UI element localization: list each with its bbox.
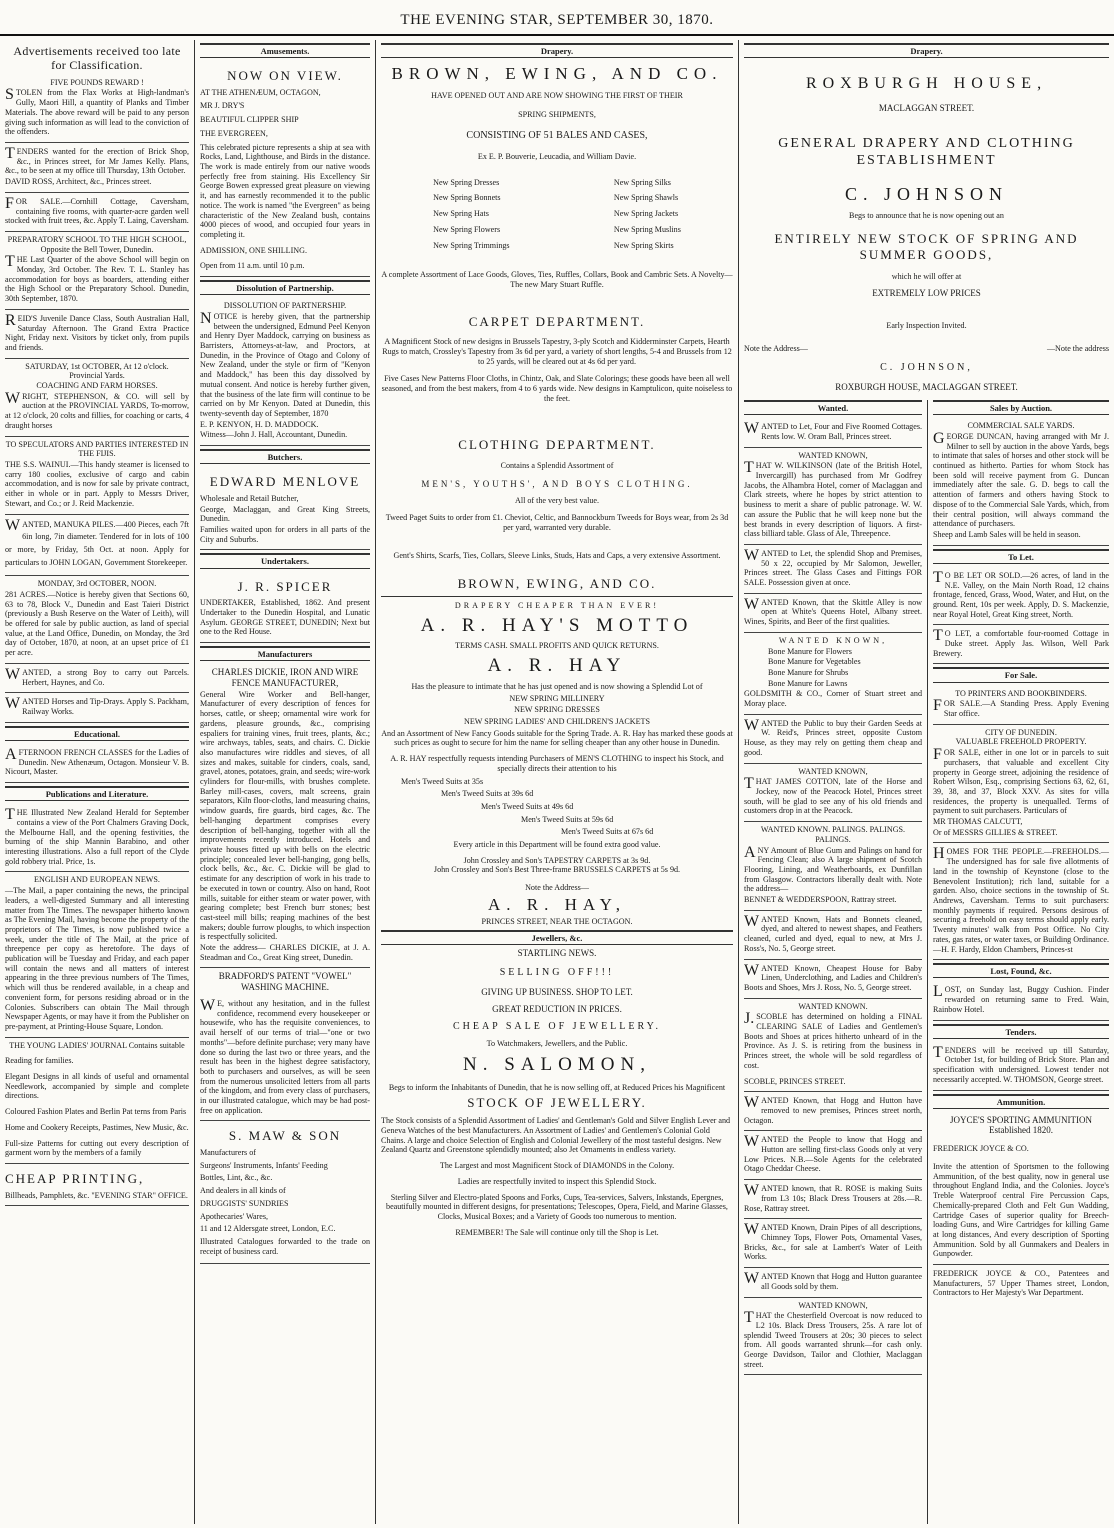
column-3 xyxy=(376,40,738,1524)
ad-body: ANY Amount of Blue Gum and Palings on hand for Fencing Clean; also A large shipment of Scotch Flooring, Lining, and Weatherboards, ex Dunfillan from Glasgow. Contractors liberally dealt with. Note the address— xyxy=(744,843,922,894)
ad-body: TO BE LET OR SOLD.—26 acres, of land in the N.E. Valley, on the Main North Road, 12 chains frontage, fenced, Grass, Wood, Water, and Hut, on the ground. Rent, 10s per week. Apply, D. S. Mackenzie, near Royal Hotel, Great King street, North. xyxy=(933,568,1109,619)
carpet-heading: CARPET DEPARTMENT. xyxy=(468,313,646,329)
ad-wanted xyxy=(744,764,922,823)
ad-line: John Crossley and Son's Best Three-frame BRUSSELS CARPETS at 5s 9d. xyxy=(433,865,681,875)
ad-dickie xyxy=(200,664,370,968)
ad-journal xyxy=(5,1038,189,1164)
list-item: New Spring Flowers xyxy=(433,224,501,234)
ad-property xyxy=(933,725,1109,844)
list-item: New Spring Skirts xyxy=(613,240,674,250)
section-auction: Sales by Auction. xyxy=(933,400,1109,415)
ad-wanted xyxy=(744,999,922,1093)
ad-body: Tweed Paget Suits to order from £1. Cheviot, Celtic, and Bannockburn Tweeds for Boys wear, from 2s 3d per yard, warranted very durable. xyxy=(385,513,729,532)
ad-body: Gent's Shirts, Scarfs, Ties, Collars, Sleeve Links, Studs, Hats and Caps, a very extensive Assortment. xyxy=(393,550,721,560)
ad-heading: PREPARATORY SCHOOL TO THE HIGH SCHOOL, Opposite the Bell Tower, Dunedin. xyxy=(7,234,187,254)
ad-line: SELLING OFF!!! xyxy=(499,966,615,978)
ad-homes xyxy=(933,843,1109,960)
ad-heading: SATURDAY, 1st OCTOBER, At 12 o'clock. xyxy=(25,361,169,371)
ad-heading: JOYCE'S SPORTING AMMUNITION Established 1820. xyxy=(949,1114,1093,1136)
list-item: Bone Manure for Flowers xyxy=(768,646,852,656)
ad-body: WANTED the People to know that Hogg and Hutton are selling first-class Goods only at very Low Prices. N.B.—Sole Agents for the celebrated Otago Cheddar Cheese. xyxy=(744,1133,922,1174)
ad-line: Open from 11 a.m. until 10 p.m. xyxy=(200,261,305,271)
general-heading: GENERAL DRAPERY AND CLOTHING ESTABLISHMENT xyxy=(778,136,1075,168)
ad-body: REID'S Juvenile Dance Class, South Australian Hall, Saturday Afternoon. The Grand Extra Practice Night, Friday next. Visitors by ticket only, from pupils and friends. xyxy=(5,311,189,352)
list-item: New Spring Bonnets xyxy=(433,193,501,203)
ad-line: THE EVERGREEN, xyxy=(200,128,268,138)
ad-body: A Magnificent Stock of new designs in Brussels Tapestry, 3-ply Scotch and Kidderminster Carpets, Hearth Rugs to match, Crossley's Tapestry from 3s 6d per yard, a variety of short lengths, 5-4 and Brussels from 12 to 25 yards, will be cleared out at 4s 6d per yard. xyxy=(382,337,732,366)
ad-signature: FREDERICK JOYCE & CO., Patentees and Manufacturers, 57 Upper Thames street, London, Contractors to Her Majesty's War Department. xyxy=(933,1269,1109,1298)
roxburgh-heading: ROXBURGH HOUSE, xyxy=(805,75,1048,93)
ad-body: Invite the attention of Sportsmen to the following Ammunition, of the best quality, now in general use throughout England India, and the Colonies. Joyce's Treble Waterproof central Fire Percussion Caps, Chemically-prepared Cloth and Felt Gun Wadding, Cartridge Cases of superior quality for Breech-loading Guns, and Wire Cartridges for killing Game at long distances, And every description of Sporting Ammunition. Sold by all Gunmakers and Dealers in Gunpowder. xyxy=(933,1161,1109,1259)
ad-body: Sterling Silver and Electro-plated Spoons and Forks, Cups, Tea-services, Salvers, Inkstands, Epergnes, beautifully mounted in different designs, for presentations; Telescopes, Opera, Field, and Marine Glasses, Clocks, Musical Boxes; and a Variety of Goods too numerous to mention. xyxy=(386,1192,728,1221)
ad-body: Billheads, Pamphlets, &c. "EVENING STAR" OFFICE. xyxy=(5,1190,188,1200)
ad-body: TENDERS wanted for the erection of Brick Shop, &c., in Princes street, for Mr James Kelly. Plans, &c., to be seen at my office till Thursday, 13th October. xyxy=(5,145,189,176)
ad-line: The Largest and most Magnificent Stock of DIAMONDS in the Colony. xyxy=(439,1161,675,1171)
section-educational: Educational. xyxy=(5,726,189,741)
ad-body: GEORGE DUNCAN, having arranged with Mr J. Milner to sell by auction in the above Yards, begs to intimate that sales of horses and other stock will be continued as hitherto. Parties for whom Stock has been sold will receive payment from G. Duncan immediately after the sale. G. D. begs to call the attention of farmers and others having Stock to dispose of to the Commercial Sale Yards, which, from their central position, will always command the attendance of purchasers. xyxy=(933,429,1109,529)
ad-heading: CITY OF DUNEDIN. xyxy=(985,727,1057,737)
ad-wanted xyxy=(744,1180,922,1219)
ad-heading: COACHING AND FARM HORSES. xyxy=(36,381,158,391)
ad-evergreen xyxy=(200,61,370,277)
ad-line: 11 and 12 Aldersgate street, London, E.C. xyxy=(200,1224,336,1234)
ad-joyce-sig xyxy=(933,1265,1109,1303)
ad-wanted xyxy=(744,1268,922,1297)
ad-herald xyxy=(5,804,189,872)
ad-body: WANTED to Let, Four and Five Roomed Cottages. Rents low. W. Oram Ball, Princes street. xyxy=(744,420,922,441)
list-item: Bone Manure for Lawns xyxy=(768,678,848,688)
ad-wanted xyxy=(744,822,922,911)
ad-to-let xyxy=(933,567,1109,626)
ad-wanted xyxy=(744,545,922,594)
ad-heading: CHEAP PRINTING, xyxy=(5,1170,145,1186)
ad-joyce xyxy=(933,1112,1109,1265)
ad-body: WANTED, a strong Boy to carry out Parcels. Herbert, Haynes, and Co. xyxy=(5,665,189,687)
ad-body: THAT W. WILKINSON (late of the British Hotel, Invercargill) has purchased from Mr Godfrey Jacobs, the Alhambra Hotel, corner of Maclaggan and Clark streets, where he hopes by strict attention to business to merit a share of public patronage. W. W. can assure the Public that he will keep none but the best brands in every description of liquors. A first-class billiard table. Glass of Ale, Threepence. xyxy=(744,459,922,539)
suit-item: Men's Tweed Suits at 39s 6d xyxy=(441,789,534,799)
ad-subheading: Provincial Yards. xyxy=(69,371,125,381)
note-right: —Note the address xyxy=(1046,344,1109,354)
ad-line: NEW SPRING DRESSES xyxy=(514,705,600,715)
journal-item: Reading for families. xyxy=(5,1056,74,1066)
suit-item: Men's Tweed Suits at 49s 6d xyxy=(481,801,574,811)
ad-line: STARTLING NEWS. xyxy=(517,948,597,959)
list-item: New Spring Hats xyxy=(433,209,489,219)
ad-body: A. R. HAY respectfully requests intending Purchasers of MEN'S CLOTHING to inspect his Stock, and specially directs their attention to his xyxy=(390,754,724,773)
brown-ewing-heading: BROWN, EWING, AND CO. xyxy=(391,64,723,84)
ad-line: GIVING UP BUSINESS. SHOP TO LET. xyxy=(481,986,633,997)
section-wanted: Wanted. xyxy=(744,400,922,415)
ad-line: John Crossley and Son's TAPESTRY CARPETS at 3s 9d. xyxy=(463,855,651,865)
ad-line: CONSISTING OF 51 BALES AND CASES, xyxy=(466,129,648,141)
ad-wanted xyxy=(744,418,922,447)
journal-item: Coloured Fashion Plates and Berlin Pat terns from Paris xyxy=(5,1107,187,1117)
ad-body: AFTERNOON FRENCH CLASSES for the Ladies of Dunedin. New Athenæum, Octagon. Monsieur V. B. Nicourt, Master. xyxy=(5,745,189,777)
ad-body: Has the pleasure to intimate that he has just opened and is now showing a Splendid Lot of xyxy=(411,681,703,691)
ad-heading: S. MAW & SON xyxy=(228,1128,342,1144)
ad-body: WANTED Horses and Tip-Drays. Apply S. Packham, Railway Works. xyxy=(5,695,189,716)
ad-wanted xyxy=(744,448,922,545)
ad-line: And dealers in all kinds of xyxy=(200,1186,286,1196)
ad-heading: THE YOUNG LADIES' JOURNAL Contains suitable xyxy=(9,1040,185,1050)
ad-body: STOLEN from the Flax Works at High-landman's Gully, Maori Hill, a quantity of Planks and Timber Materials. The above reward will be paid to any person giving such information as will lead to the conviction of the offenders. xyxy=(5,86,189,137)
ad-wanted xyxy=(744,1298,922,1376)
ad-line: REMEMBER! The Sale will continue only till the Shop is Let. xyxy=(455,1227,659,1237)
ad-wanted xyxy=(744,960,922,999)
salomon-heading: N. SALOMON, xyxy=(463,1054,651,1076)
ad-bradford xyxy=(200,968,370,1121)
hay-motto-heading: A. R. HAY'S MOTTO xyxy=(420,614,694,636)
ad-body: LOST, on Sunday last, Buggy Cushion. Finder rewarded on returning same to Fred. Wain, Rainbow Hotel. xyxy=(933,983,1109,1014)
ad-body: WANTED known, that R. ROSE is making Suits from L3 10s; Black Dress Trousers at 28s.—R. Rose, Rattray street. xyxy=(744,1182,922,1213)
ad-wanted xyxy=(744,1219,922,1268)
ad-line: NEW SPRING MILLINERY xyxy=(509,693,605,703)
ad-line: George, Maclaggan, and Great King Streets, Dunedin. xyxy=(200,504,370,524)
section-drapery: Drapery. xyxy=(381,43,733,58)
column-wanted xyxy=(739,400,927,1524)
ad-body: FOR SALE.—A Standing Press. Apply Evening Star office. xyxy=(933,697,1109,719)
ad-signature: E. P. KENYON, H. D. MADDOCK. xyxy=(200,419,319,429)
ad-body: WANTED Known, Drain Pipes of all descriptions, Chimney Tops, Flower Pots, Ornamental Vases, Bricks, &c., for sale at Lambert's Water of Leith Works. xyxy=(744,1221,922,1262)
brown-ewing-footer: BROWN, EWING, AND CO. xyxy=(457,576,657,592)
ad-land xyxy=(5,576,189,664)
ad-heading: NOW ON VIEW. xyxy=(227,68,343,84)
spring-list-left xyxy=(433,172,509,257)
section-butchers: Butchers. xyxy=(200,449,370,464)
ad-lost xyxy=(933,981,1109,1020)
spring-lists xyxy=(381,172,733,257)
ad-horses xyxy=(5,359,189,437)
ad-line: To Watchmakers, Jewellers, and the Public. xyxy=(486,1038,628,1048)
ad-for-sale xyxy=(5,193,189,232)
ad-menlove xyxy=(200,467,370,550)
ad-body: WANTED Known that Hogg and Hutton guarantee all Goods sold by them. xyxy=(744,1270,922,1291)
divider xyxy=(381,596,733,597)
journal-item: Full-size Patterns for cutting out every description of garment worn by the members of a family xyxy=(5,1138,189,1158)
ad-body: WANTED Known, that Hogg and Hutton have removed to new premises, Princes street north, Octagon. xyxy=(744,1094,922,1125)
ad-heading: TO PRINTERS AND BOOKBINDERS. xyxy=(955,688,1087,698)
list-item: New Spring Dresses xyxy=(433,177,500,187)
section-tenders: Tenders. xyxy=(933,1024,1109,1039)
section-dissolution: Dissolution of Partnership. xyxy=(200,280,370,295)
ad-body: J.SCOBLE has determined on holding a FINAL CLEARING SALE of Ladies and Gentlemen's Boots and Shoes at prices hitherto unheard of in the Province. As J. S. is retiring from the business in Princes street, the whole will be sold regardless of cost. xyxy=(744,1010,922,1070)
column-2 xyxy=(195,40,375,1524)
ad-heading: WANTED KNOWN, xyxy=(778,635,888,645)
ad-line: Begs to announce that he is now opening out an xyxy=(849,211,1004,221)
ad-wanted xyxy=(744,715,922,764)
suit-item: Men's Tweed Suits at 35s xyxy=(401,776,484,786)
ad-line: Surgeons' Instruments, Infants' Feeding xyxy=(200,1160,328,1170)
ad-body: WRIGHT, STEPHENSON, & CO. will sell by auction at the PROVINCIAL YARDS, To-morrow, at 12 o'clock, 20 colts and fillies, for coaching or carts, 4 draught horses xyxy=(5,389,189,430)
list-item: New Spring Shawls xyxy=(613,193,679,203)
ad-line: MR J. DRY'S xyxy=(200,101,245,111)
ad-to-let xyxy=(933,625,1109,664)
roxburgh-house-ad xyxy=(739,40,1114,398)
suit-item: Men's Tweed Suits at 59s 6d xyxy=(521,814,614,824)
spring-list-right xyxy=(614,172,681,257)
ad-wanted xyxy=(744,911,922,960)
ad-line: BEAUTIFUL CLIPPER SHIP xyxy=(200,115,299,125)
ad-body: —The Mail, a paper containing the news, the principal leaders, a well-digested Summary and all interesting matter from The Times. The newspaper hitherto known as The Evening Mail, having become the property of the proprietors of The Times, is now published twice a week, under the title of The Mail, at the price of threepence per copy as heretofore. The days of publication will be Tuesday and Friday, and each paper will contain the news and all matters of interest appearing in the three previous numbers of The Times, which will thus be rendered available, in a cheap and convenient form, for persons residing abroad or in the Colonies. Subscribers can obtain The Mail through Newspaper Agents, or may have it from the Publisher on pre-payment, at Printing-House Square, London. xyxy=(5,886,189,1031)
ad-news xyxy=(5,872,189,1037)
ad-line: MACLAGGAN STREET. xyxy=(878,103,975,114)
ad-signature: GOLDSMITH & CO., Corner of Stuart street and Moray place. xyxy=(744,689,922,709)
ad-body: WANTED to Let, the splendid Shop and Premises, 50 x 22, occupied by Mr Salomon, Jeweller, Princes street. The Glass Cases and Fittings FOR SALE. Possession given at once. xyxy=(744,546,922,588)
ad-heading: WANTED KNOWN. xyxy=(798,1001,868,1011)
section-ammunition: Ammunition. xyxy=(933,1094,1109,1109)
late-ads-title: Advertisements received too late for Classification. xyxy=(13,44,181,73)
ad-body: General Wire Worker and Bell-hanger, Manufacturer of every description of fences for horses, cattle, or sheep; ornamental wire work for gardens, pleasure grounds, &c., comprising espaliers for training vines, fruit trees, plants, &c.; wire archways, tables, seats, and chairs. C. Dickie also manufactures wire riddles and sieves, of all sizes and makes, suitable for cinders, coals, sand, gravel, atones, potatoes, grain, and seeds; wire-work cylinders for flour-mills, with brushes complete. Barley mill-cases, covers, malt screens, grain separators, Kiln floor-cloths, land measuring chains, window guards, fire guards, bird cages, &c. The bell-hanging department comprises every description of bell-hanging, together with all the improvements recently introduced. Hotels and private houses fitted up with bells on the electric principle; concealed lever bell-hanging, gong bells, clock bells, &c., &c. C. Dickie will be glad to estimate for any description of work in his trade to be executed in town or country. Also on hand, Root mills, suitable for either steam or water power, with gearing complete; best French burr stones; best cast-steel mill bills; reaping machines of the best makers; double furrow ploughs, to which inspection is respectfully solicited. xyxy=(200,689,370,942)
ad-body: Begs to inform the Inhabitants of Dunedin, that he is now selling off, at Reduced Prices his Magnificent xyxy=(388,1083,726,1093)
hay-address-heading: A. R. HAY, xyxy=(488,894,626,914)
ad-line: Illustrated Catalogues forwarded to the trade on receipt of business card. xyxy=(200,1236,370,1256)
ad-body: THE S.S. WAINUI.—This handy steamer is licensed to carry 180 coolies, exclusive of cargo and cabin accommodation, and is now for sale by private contract, either in whole or in part. Apply to Messrs Driver, Stewart, and Co.; or J. Reid Mackenzie. xyxy=(5,459,189,508)
ad-piles xyxy=(5,515,189,577)
ad-body: THE Illustrated New Zealand Herald for September contains a view of the Port Chalmers Graving Dock, the Melbourne Hall, and the opening festivities, the burning of the ship Mannin Barabino, and other interesting illustrations. Also a full report of the Clyde gold robbery trial. Price, 1s. xyxy=(5,806,189,866)
section-lost: Lost, Found, &c. xyxy=(933,963,1109,978)
note-left: Note the Address— xyxy=(744,344,808,354)
ad-body: WANTED Known, Cheapest House for Baby Linen, Underclothing, and Ladies and Children's Boots and Shoes, Mrs J. Ross, No. 5, George street. xyxy=(744,961,922,992)
ad-line: ADMISSION, ONE SHILLING. xyxy=(200,245,308,255)
ad-line: Note the Address— xyxy=(525,883,589,893)
ad-line: TERMS CASH. SMALL PROFITS AND QUICK RETURNS. xyxy=(455,641,659,651)
section-amusements: Amusements. xyxy=(200,43,370,58)
stock-heading: STOCK OF JEWELLERY. xyxy=(467,1094,647,1110)
ad-line: MEN'S, YOUTHS', AND BOYS CLOTHING. xyxy=(421,478,693,489)
ad-tender xyxy=(933,1042,1109,1091)
ad-body: FOR SALE.—Cornhill Cottage, Caversham, containing five rooms, with quarter-acre garden well stocked with fruit trees, &c. Apply T. Laing, Caversham. xyxy=(5,194,189,226)
ad-body: WANTED the Public to buy their Garden Seeds at W. Reid's, Princes street, opposite Custom House, as they may rely on getting them cheap and good. xyxy=(744,716,922,757)
hay-heading: A. R. HAY xyxy=(487,655,627,677)
ad-line: EXTREMELY LOW PRICES xyxy=(872,287,981,298)
ad-heading: VALUABLE FREEHOLD PROPERTY. xyxy=(955,737,1087,747)
journal-item: Home and Cookery Receipts, Pastimes, New Music, &c. xyxy=(5,1122,189,1132)
ad-line: Bottles, Lint, &c., &c. xyxy=(200,1173,273,1183)
ad-french xyxy=(5,744,189,783)
ad-body: Families waited upon for orders in all parts of the City and Suburbs. xyxy=(200,524,370,544)
list-item: New Spring Silks xyxy=(613,177,671,187)
journal-item: Elegant Designs in all kinds of useful and ornamental Needlework, accompanied by simple and complete directions. xyxy=(5,1072,189,1101)
ad-signature: Note the address— CHARLES DICKIE, at J. A. Steadman and Co., Great King street, Dunedin. xyxy=(200,943,370,962)
ad-line: Sheep and Lamb Sales will be held in season. xyxy=(933,529,1081,539)
ad-line: Ex E. P. Bouverie, Leucadia, and William Davie. xyxy=(477,151,637,161)
ad-body: FOR SALE, either in one lot or in parcels to suit purchasers, that valuable and excellent City property in George street, adjoining the residence of Robert Wilson, Esq., comprising Sections 63, 62, 61, 39, 38, and 37, Block XXV. As sites for villa residences, the property is unequalled. Terms of payment to suit purchasers. Particulars of xyxy=(933,746,1109,816)
ad-wanted xyxy=(744,633,922,715)
ad-wanted xyxy=(744,1092,922,1131)
section-manufacturers: Manufacturers xyxy=(200,646,370,661)
ad-heading: EDWARD MENLOVE xyxy=(209,474,361,490)
ad-body: HOMES FOR THE PEOPLE.—FREEHOLDS.—The undersigned has for sale five allotments of land in the township of Keynstone (close to the Benevolent Institution); rich land, suitable for a garden. Also, choice sections in the township of St. Andrews, Caversham. Terms to suit purchasers: monthly payments if required. Persons desirous of securing a freehold on easy terms should apply early. Twenty minutes' walk from Post Office. No City rates, gas rates, or water taxes, or Building Ordinance.—H. F. Hardy, Eldon Chambers, Princes-st xyxy=(933,845,1109,954)
ad-drays xyxy=(5,693,189,722)
ad-body: TO LET, a comfortable four-roomed Cottage in Duke street. Apply Jas. Wilson, Well Park Brewery. xyxy=(933,627,1109,658)
section-for-sale: For Sale. xyxy=(933,667,1109,682)
ad-heading: ENGLISH AND EUROPEAN NEWS. xyxy=(34,875,160,885)
ad-line: MR THOMAS CALCUTT, xyxy=(933,817,1023,827)
ad-body: A complete Assortment of Lace Goods, Gloves, Ties, Ruffles, Collars, Book and Cambric Sets. A Novelty—The new Mary Stuart Ruffle. xyxy=(381,270,733,289)
ad-line: Ladies are respectfully invited to inspect this Splendid Stock. xyxy=(457,1176,657,1186)
ad-heading: WANTED KNOWN. PALINGS. PALINGS. PALINGS. xyxy=(760,825,906,844)
ad-line: Or of MESSRS GILLIES & STREET. xyxy=(933,827,1058,837)
ad-signature: DAVID ROSS, Architect, &c., Princes street. xyxy=(5,177,152,187)
ad-body: UNDERTAKER, Established, 1862. And present Undertaker to the Dunedin Hospital, and Lunatic Asylum. GEORGE STREET, DUNEDIN; Next but one to the Red House. xyxy=(200,598,370,637)
section-drapery: Drapery. xyxy=(744,43,1109,58)
ad-body: WANTED Known, Hats and Bonnets cleaned, dyed, and altered to newest shapes, and Feathers cleaned, curled and dyed, equal to new, at Mrs J. Ross's, No. 5, George street. xyxy=(744,912,922,953)
ad-dance xyxy=(5,310,189,359)
ad-line: PRINCES STREET, NEAR THE OCTAGON. xyxy=(481,917,633,927)
ad-body: Five Cases New Patterns Floor Cloths, in Chintz, Oak, and Slate Colorings; these goods have been all well seasoned, and from the best makers, from 4 to 6 yards wide. New designs in Kamptulicon, quite noiseless to the feet. xyxy=(381,374,733,403)
ad-heading: WANTED KNOWN, xyxy=(798,1300,868,1310)
ad-line: GREAT REDUCTION IN PRICES. xyxy=(492,1003,622,1014)
ad-heading: WANTED KNOWN, xyxy=(798,450,868,460)
section-publications: Publications and Literature. xyxy=(5,786,189,801)
ad-body: NOTICE is hereby given, that the partnership between the undersigned, Edmund Peel Kenyon and Henry Dyer Maddock, carrying on business as Barristers, Attorneys-at-law, and Proctors, at Dunedin, in the Province of Otago and Colony of New Zealand, under the style or firm of "Kenyon and Maddock," has been this day dissolved by mutual consent. And notice is hereby further given, that the business of the late firm will continue to be carried on by Mr Kenyon. Dated at Dunedin, this twenty-seventh day of September, 1870 xyxy=(200,309,370,418)
masthead: THE EVENING STAR, SEPTEMBER 30, 1870. xyxy=(0,8,1114,36)
ad-body: WANTED Known, that the Skittle Alley is now open at White's Queens Hotel, Albany street. Wines, Spirits, and Beer of the first qualities. xyxy=(744,595,922,627)
ad-fiji xyxy=(5,437,189,515)
list-item: Bone Manure for Shrubs xyxy=(768,667,849,677)
ad-heading: J. R. SPICER xyxy=(237,578,333,594)
ad-maw xyxy=(200,1121,370,1264)
list-item: Bone Manure for Vegetables xyxy=(768,657,861,667)
ad-line: ROXBURGH HOUSE, MACLAGGAN STREET. xyxy=(835,382,1018,393)
ad-heading: BRADFORD'S PATENT "VOWEL" WASHING MACHINE. xyxy=(218,971,352,993)
ad-tenders xyxy=(5,143,189,193)
column-1 xyxy=(0,40,194,1524)
ad-heading: WANTED KNOWN, xyxy=(798,766,868,776)
entirely-heading: ENTIRELY NEW STOCK OF SPRING AND SUMMER GOODS, xyxy=(774,231,1079,262)
ad-line: C. JOHNSON, xyxy=(880,362,973,374)
note-address-row xyxy=(744,344,1109,354)
ad-body: The Stock consists of a Splendid Assortment of Ladies' and Gentleman's Gold and Silver English Lever and Geneva Watches of the best Manufacturers. An Assortment of Ladies' and Gentlemen's Colonial Gold Chains. A large and choice Selection of English and Colonial Jewellery of the most tasteful designs. New Zealand Quartz and Greenstone splendidly mounted; also Jet Ornaments in endless variety. xyxy=(381,1116,731,1155)
ad-witness: Witness—John J. Hall, Accountant, Dunedin. xyxy=(200,430,348,440)
ad-line: FREDERICK JOYCE & CO. xyxy=(933,1144,1029,1154)
ad-signature: BENNET & WEDDERSPOON, Rattray street. xyxy=(744,895,897,905)
ad-body: WANTED, MANUKA PILES.—400 Pieces, each 7ft 6in long, 7in diameter. Tendered for in lots of 100 or more, by Friday, 5th Oct. at noon. Apply for particulars to JOHN LOGAN, Government Storekeeper. xyxy=(5,516,189,568)
list-item: New Spring Jackets xyxy=(613,209,679,219)
ad-line: SPRING SHIPMENTS, xyxy=(518,110,596,120)
section-undertakers: Undertakers. xyxy=(200,553,370,568)
clothing-heading: CLOTHING DEPARTMENT. xyxy=(458,437,656,453)
ad-heading: COMMERCIAL SALE YARDS. xyxy=(967,421,1075,431)
ad-line: Wholesale and Retail Butcher, xyxy=(200,493,299,503)
ad-heading: DISSOLUTION OF PARTNERSHIP. xyxy=(223,301,347,311)
ad-line: All of the very best value. xyxy=(514,495,600,505)
ad-line: Every article in this Department will be found extra good value. xyxy=(453,840,661,850)
ad-line: Apothecaries' Wares, xyxy=(200,1211,269,1221)
ad-auction xyxy=(933,418,1109,545)
ad-body: THAT JAMES COTTON, late of the Horse and Jockey, now of the Peacock Hotel, Princes street south, will be glad to see any of his old friends and customers drop in at the Peacock. xyxy=(744,775,922,816)
ad-line: Early Inspection Invited. xyxy=(886,320,967,330)
suit-item: Men's Tweed Suits at 67s 6d xyxy=(561,827,654,837)
ad-school xyxy=(5,232,189,310)
ad-reward xyxy=(5,75,189,143)
section-jewellers: Jewellers, &c. xyxy=(381,930,733,945)
ad-line: which he will offer at xyxy=(891,272,962,282)
section-to-let: To Let. xyxy=(933,549,1109,564)
ad-body: THAT the Chesterfield Overcoat is now reduced to L2 10s. Black Dress Trousers, 25s. A rare lot of splendid Tweed Trousers at 20s; 30 pieces to select from. All goods warranted shrunk—for cash only. George Davidson, Tailor and Clothier, Maclaggan street. xyxy=(744,1309,922,1369)
ad-spicer xyxy=(200,572,370,643)
ad-body: TENDERS will be received up till Saturday, October 1st, for building of Brick Store. Plan and specification with undersigned. Lowest tender not necessarily accepted. W. THOMSON, George street. xyxy=(933,1043,1109,1084)
ad-heading: FIVE POUNDS REWARD ! xyxy=(50,77,144,87)
ad-heading: CHARLES DICKIE, IRON AND WIRE FENCE MANUFACTURER, xyxy=(211,667,359,688)
ad-line: NEW SPRING LADIES' AND CHILDREN'S JACKETS xyxy=(463,717,650,727)
column-sales xyxy=(928,400,1114,1524)
ad-line: AT THE ATHENÆUM, OCTAGON, xyxy=(200,87,321,97)
ad-heading: MONDAY, 3rd OCTOBER, NOON. xyxy=(37,579,157,589)
johnson-heading: C. JOHNSON xyxy=(844,183,1009,204)
ad-line: DRAPERY CHEAPER THAN EVER! xyxy=(454,600,660,610)
ad-body: And an Assortment of New Fancy Goods suitable for the Spring Trade. A. R. Hay has marked these goods at such prices as ought to secure for him the name for selling cheaper than any other house in Dunedin. xyxy=(381,728,733,748)
ad-printing xyxy=(5,1164,189,1206)
ad-line: HAVE OPENED OUT AND ARE NOW SHOWING THE FIRST OF THEIR xyxy=(431,90,683,100)
ad-press xyxy=(933,686,1109,725)
ad-body: 281 ACRES.—Notice is hereby given that Sections 60, 63 to 78, Block V., Dunedin and East Taieri District (previously a Bush Reserve on the Water of Leith), will be offered for sale by public auction, as land of special value, at the Land Office, Dunedin, on Monday, the 3rd day of October, 1870, at noon, at an upset price of £1 per acre. xyxy=(5,589,189,658)
ad-body: This celebrated picture represents a ship at sea with Rocks, Land, Lighthouse, and Birds in the distance. The work is made entirely from our native woods perfectly free from staining. His Excellency Sir George Bowen expressed great pleasure on viewing it, and has earnestly recommended it to the public notice. The work is named "the Evergreen" as being characteristic of the New Zealand bush, contains 4000 pieces of wood, and occupied four years in completing it. xyxy=(200,142,370,239)
ad-heading: TO SPECULATORS AND PARTIES INTERESTED IN THE FIJIS. xyxy=(5,439,189,459)
ad-boy xyxy=(5,664,189,693)
ad-line: Contains a Splendid Assortment of xyxy=(500,461,614,471)
list-item: New Spring Trimmings xyxy=(433,240,510,250)
ad-wanted xyxy=(744,1131,922,1180)
ad-line: CHEAP SALE OF JEWELLERY. xyxy=(452,1020,662,1032)
ad-body: THE Last Quarter of the above School will begin on Monday, 3rd October. The Rev. T. L. Stanley has accommodation for boys as boarders, attending either the High School or the Preparatory School. Dunedin, 30th September, 1870. xyxy=(5,253,189,304)
ad-signature: SCOBLE, PRINCES STREET. xyxy=(744,1076,846,1086)
ad-body: WE, without any hesitation, and in the fullest confidence, recommend every housekeeper or housewife, who has the requisite conveniences, to avail herself of our terms of trial—"one or two months"—before definite purchase; very many have done so during the last two or three years, and the result has been in the highest degree satisfactory, both to purchasers and ourselves, as will be seen from the numerous unsolicited letters from all parts of the kingdom, and from every class of purchasers, in our illustrated catalogue, which may be had post-free on application. xyxy=(200,997,370,1115)
ad-line: Manufacturers of xyxy=(200,1148,256,1158)
list-item: New Spring Muslins xyxy=(613,224,681,234)
ad-wanted xyxy=(744,594,922,633)
ad-dissolution xyxy=(200,298,370,446)
ad-line: DRUGGISTS' SUNDRIES xyxy=(200,1198,289,1208)
